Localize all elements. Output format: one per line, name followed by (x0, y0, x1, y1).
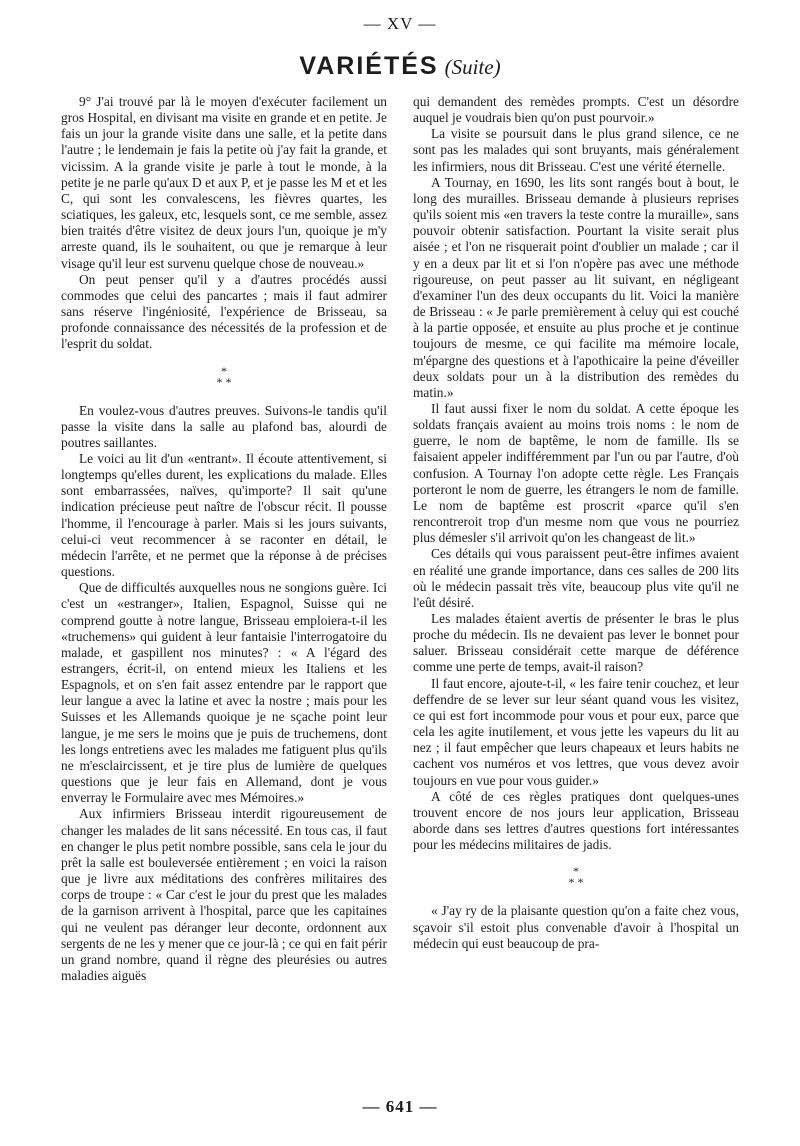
paragraph: Que de difficultés auxquelles nous ne songions guère. Ici c'est un «estranger», Italien, Espagnol, Suisse qui ne comprend goutte à notre langue, Brisseau emploiera-t-il les «truchemens» qui guident à leur fantaisie l'interrogatoire du malade, et gaspillent nos minutes? : « A l'égard des estrangers, écrit-il, on entend mieux les Italiens et les Espagnols, et on s'en fait assez entendre par le rapport que leur langue a avec la latine et avec la nostre ; mais pour les Suisses et les Allemands quoique je ne sçache point leur langue, je me sers le moins que je puis de truchemens, dont les longs entretiens avec les malades me fatiguent plus qu'ils ne m'esclaircissent, et je tire plus de lumière de quelques questions que je leur fais en Allemand, dont je vous enverray le Formulaire avec mes Mémoires.» (61, 580, 387, 806)
asterism-bottom: * * (216, 374, 232, 389)
paragraph: Le voici au lit d'un «entrant». Il écoute attentivement, si longtemps qu'elles durent, les explications du malade. Elles sont embarrassées, naïves, qu'importe? Il sait qu'une indication précieuse peut naître de l'obscur récit. Il pousse l'homme, il l'encourage à parler. Mais si les jours suivants, celui-ci veut recommencer à se raconter en détail, le médecin l'arrête, et ne permet que la réponse à de précises questions. (61, 450, 387, 580)
title-main: VARIÉTÉS (299, 52, 439, 80)
asterism-top: * (221, 363, 227, 378)
paragraph: Il faut encore, ajoute-t-il, « les faire tenir couchez, et leur deffendre de se lever sur leur séant quand vous les visitez, ce qui est fort incommode pour vous et pour eux, parce que cela les agite inutilement, et vous jette les vapeurs du lit au nez ; il faut empêcher que leurs chapeaux et leurs habits ne cachent vos numéros et vos lettres, que vous devez avoir toujours en vue pour vous guider.» (413, 675, 739, 788)
paragraph: 9° J'ai trouvé par là le moyen d'exécuter facilement un gros Hospital, en divisant ma visite en grande et en petite. Je fais un jour la grande visite dans une salle, et la petite dans l'autre ; le lendemain je fais la petite où j'ay fait la grande, et vicissim. A la grande visite je parle à tout le monde, à la petite je ne parle qu'aux D et aux P, et je passe les M et et les C, qui sont les convalescens, les fièvres quartes, les sciatiques, les galeux, etc, lesquels sont, ce me semble, assez bien traités d'être visitez de deux jours l'un, quoique je m'y arreste quand, ils le souhaitent, ou que je remarque à leur visage qu'il leur est survenu quelque chose de nouveau.» (61, 94, 387, 271)
title-suite: (Suite) (444, 55, 501, 79)
paragraph: Il faut aussi fixer le nom du soldat. A cette époque les soldats français avaient au moins trois noms : le nom de guerre, le nom de baptême, le nom de famille. Ils se faisaient appeler indifféremment par l'un ou par l'autre, d'où confusion. A Tournay l'on adopte cette règle. Les Français porteront le nom de guerre, les étrangers le nom de famille. Le nom de baptême est proscrit «parce qu'il s'en rencontreroit trop d'un mesme nom que vous ne pourriez plus démesler s'il arrivoit qu'on les changeast de lit.» (413, 400, 739, 546)
section-title (0, 52, 800, 81)
paragraph: On peut penser qu'il y a d'autres procédés aussi commodes que celui des pancartes ; mais il faut admirer sans réserve l'ingéniosité, l'expérience de Brisseau, sa profonde connaissance des nécessités de la profession et de l'esprit du soldat. (61, 271, 387, 352)
page-header-roman-numeral: — XV — (363, 14, 437, 33)
paragraph-continued: qui demandent des remèdes prompts. C'est un désordre auquel je voudrais bien qu'on pust pourvoir.» (413, 94, 739, 126)
paragraph: Aux infirmiers Brisseau interdit rigoureusement de changer les malades de lit sans nécessité. En tous cas, il faut en changer le plus petit nombre possible, sans cela le jour du prêt la salle est bouleversée entièrement ; en voici la raison que je livre aux méditations des confrères militaires des corps de troupe : « Car c'est le jour du prest que les malades de la garnison arrivent à l'hospital, parce que les capitaines qui ne veulent pas déranger leur deconte, ordonnent aux sergents de ne les y mener que ce jour-là ; ce qui en fait périr un grand nombre, quand il règne des pleurésies ou autres maladies aiguës (61, 806, 387, 983)
section-divider-asterisks (413, 864, 739, 890)
left-column (61, 94, 387, 984)
paragraph: A côté de ces règles pratiques dont quelques-unes trouvent encore de nos jours leur application, Brisseau aborde dans ses lettres d'autres questions fort intéressantes pour les médecins militaires de jadis. (413, 788, 739, 853)
paragraph: A Tournay, en 1690, les lits sont rangés bout à bout, le long des murailles. Brisseau demande à plusieurs reprises qu'ils soient mis «en travers la teste contre la muraille», sans pouvoir obtenir satisfaction. Pourtant la visite serait plus aisée ; et l'on ne risquerait point d'oublier un malade ; car il y en a deux par lit et si l'on n'opère pas avec une méthode rigoureuse, on peut passer au lit suivant, en négligeant d'examiner l'un des deux occupants du lit. Voici la manière de Brisseau : « Je parle premièrement à celuy qui est couché à la partie opposée, et ensuite au plus proche et je continue toujours de mesme, ce qui facilite ma mémoire locale, m'épargne des questions et à l'apothicaire la peine d'éveiller deux soldats pour un à la distribution des remèdes du matin.» (413, 174, 739, 400)
asterism-bottom: * * (568, 875, 584, 890)
page-number: — 641 — (362, 1097, 438, 1116)
asterism-top: * (573, 864, 579, 879)
paragraph: En voulez-vous d'autres preuves. Suivons-le tandis qu'il passe la visite dans la salle au plafond bas, alourdi de poutres saillantes. (61, 402, 387, 450)
paragraph: Les malades étaient avertis de présenter le bras le plus proche du médecin. Ils ne devaient pas lever le bonnet pour saluer. Brisseau considérait cette marque de déférence comme une perte de temps, avait-il raison? (413, 611, 739, 675)
right-column (413, 94, 739, 952)
paragraph: La visite se poursuit dans le plus grand silence, ce ne sont pas les malades qui sont bruyants, mais généralement les infirmiers, nous dit Brisseau. C'est une vérité éternelle. (413, 126, 739, 174)
paragraph: « J'ay ry de la plaisante question qu'on a faite chez vous, sçavoir s'il estoit plus convenable d'avoir à l'hospital un médecin qui eust beaucoup de pra- (413, 903, 739, 951)
section-divider-asterisks (61, 363, 387, 389)
paragraph: Ces détails qui vous paraissent peut-être infimes avaient en réalité une grande importance, dans ces salles de 200 lits où le médecin passait très vite, beaucoup plus vite qu'il ne l'eût désiré. (413, 546, 739, 610)
